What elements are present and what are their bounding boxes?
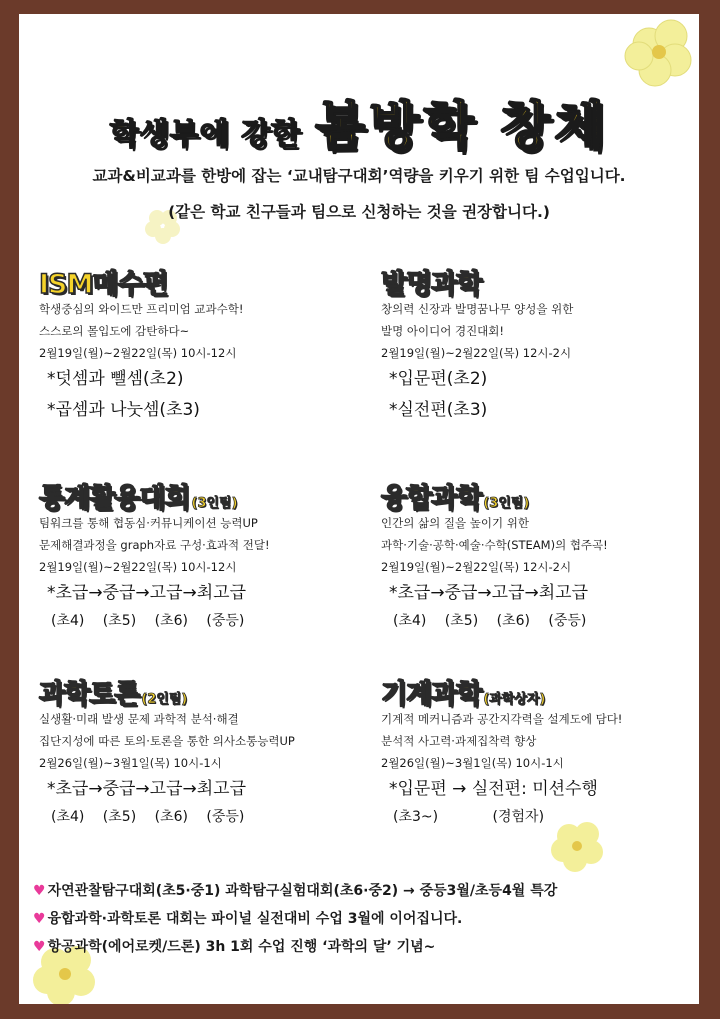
team-size-tag: (3인팀)	[191, 496, 238, 511]
title-small: 학생부에 강한	[109, 117, 302, 152]
section-title: 융합과학	[381, 483, 482, 514]
section-desc-1: 기계적 메커니즘과 공간지각력을 설계도에 담다!	[381, 712, 623, 726]
section-desc-1: 인간의 삶의 질을 높이기 위한	[381, 516, 529, 530]
kit-tag: (과학상자)	[483, 692, 546, 707]
intro-line-2: (같은 학교 친구들과 팀으로 신청하는 것을 권장합니다.)	[168, 203, 550, 221]
section-invention-science	[381, 262, 699, 426]
section-desc-2: 과학·기술·공학·예술·수학(STEAM)의 협주곡!	[381, 538, 608, 552]
section-desc-1: 실생활·미래 발생 문제 과학적 분석·해결	[39, 712, 239, 726]
footer-note-text: 항공과학(에어로켓/드론) 3h 1회 수업 진행 ‘과학의 달’ 기념~	[47, 939, 436, 955]
section-desc-1: 학생중심의 와이드만 프리미엄 교과수학!	[39, 302, 244, 316]
section-title: ISM매수편	[39, 269, 168, 300]
grade-levels: (초4) (초5) (초6) (중등)	[51, 809, 245, 825]
grade-levels: (초4) (초5) (초6) (중등)	[51, 613, 245, 629]
heart-icon: ♥	[33, 911, 46, 927]
section-mechanical-science	[381, 672, 699, 829]
heart-icon: ♥	[33, 939, 46, 955]
section-title: 통계활용대회	[39, 483, 190, 514]
section-desc-2: 스스로의 몰입도에 감탄하다~	[39, 324, 190, 338]
course-item: *초급→중급→고급→최고급	[389, 583, 589, 603]
section-schedule: 2월26일(월)~3월1일(목) 10시-1시	[381, 756, 564, 770]
course-item: *입문편(초2)	[389, 369, 488, 389]
section-ism-math	[39, 262, 359, 426]
team-size-tag: (2인팀)	[141, 692, 188, 707]
course-item: *실전편(초3)	[389, 400, 488, 420]
section-statistics-contest	[39, 476, 359, 633]
level-labels: (초3~) (경험자)	[393, 809, 545, 825]
footer-note-text: 융합과학·과학토론 대회는 파이널 실전대비 수업 3월에 이어집니다.	[47, 911, 463, 927]
section-schedule: 2월26일(월)~3월1일(목) 10시-1시	[39, 756, 222, 770]
grade-levels: (초4) (초5) (초6) (중등)	[393, 613, 587, 629]
section-desc-1: 팀워크를 통해 협동심·커뮤니케이션 능력UP	[39, 516, 258, 530]
section-schedule: 2월19일(월)~2월22일(목) 12시-2시	[381, 346, 572, 360]
section-desc-1: 창의력 신장과 발명꿈나무 양성을 위한	[381, 302, 574, 316]
section-desc-2: 집단지성에 따른 토의·토론을 통한 의사소통능력UP	[39, 734, 295, 748]
footer-note-text: 자연관찰탐구대회(초5·중1) 과학탐구실험대회(초6·중2) → 중등3월/초등4월 특강	[47, 883, 558, 899]
section-title: 기계과학	[381, 679, 482, 710]
poster	[19, 14, 699, 1004]
footer-note-3	[33, 936, 435, 956]
footer-note-1	[33, 880, 557, 900]
section-convergence-science	[381, 476, 699, 633]
section-science-debate	[39, 672, 359, 829]
poster-title	[19, 84, 699, 159]
team-size-tag: (3인팀)	[483, 496, 530, 511]
section-desc-2: 문제해결과정을 graph자료 구성·효과적 전달!	[39, 538, 270, 552]
title-big: 봄방학 창체	[315, 97, 609, 157]
section-schedule: 2월19일(월)~2월22일(목) 10시-12시	[39, 560, 237, 574]
footer-note-2	[33, 908, 462, 928]
course-item: *입문편 → 실전편: 미션수행	[389, 779, 598, 799]
section-title: 발명과학	[381, 269, 482, 300]
section-title: 과학토론	[39, 679, 140, 710]
section-desc-2: 분석적 사고력·과제집착력 향상	[381, 734, 537, 748]
course-item: *덧셈과 뺄셈(초2)	[47, 369, 184, 389]
course-item: *곱셈과 나눗셈(초3)	[47, 400, 200, 420]
section-schedule: 2월19일(월)~2월22일(목) 12시-2시	[381, 560, 572, 574]
heart-icon: ♥	[33, 883, 46, 899]
course-item: *초급→중급→고급→최고급	[47, 779, 247, 799]
course-item: *초급→중급→고급→최고급	[47, 583, 247, 603]
section-schedule: 2월19일(월)~2월22일(목) 10시-12시	[39, 346, 237, 360]
intro-line-1: 교과&비교과를 한방에 잡는 ‘교내탐구대회’역량을 키우기 위한 팀 수업입니다.	[92, 167, 626, 185]
section-desc-2: 발명 아이디어 경진대회!	[381, 324, 505, 338]
